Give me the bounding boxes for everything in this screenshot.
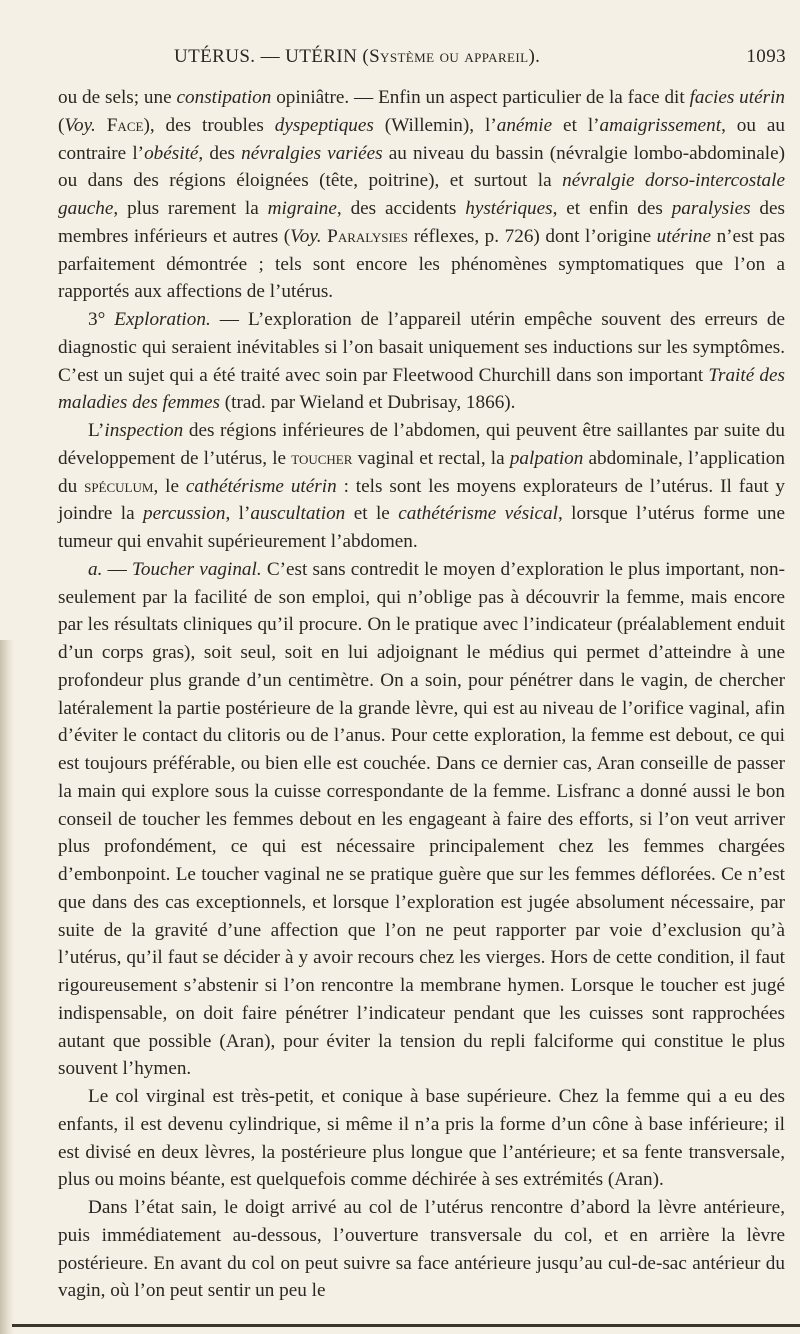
italic-text: Exploration. (114, 309, 211, 330)
paragraph-p3 (58, 417, 785, 556)
text-run: (Willemin), l’ (373, 114, 497, 136)
italic-text: hystériques (465, 198, 553, 219)
paragraph-p5 (58, 1083, 785, 1194)
text-run: , l’ (225, 503, 251, 525)
italic-text: auscultation (250, 503, 346, 525)
text-run: et l’ (552, 114, 600, 136)
text-run: L’ (88, 420, 105, 441)
running-title: UTÉRUS. — UTÉRIN (Système ou appareil). (174, 46, 541, 67)
text-run: , et enfin des (552, 198, 672, 219)
italic-text: dyspeptiques (274, 114, 374, 136)
italic-text: facies utérin (689, 87, 785, 108)
text-run: ou de sels; une (58, 87, 177, 108)
text-run: , le (153, 475, 186, 497)
text-run: réflexes, p. 726) dont l’origine (408, 225, 657, 247)
italic-text: obésité (144, 142, 199, 164)
paragraph-p4 (58, 556, 785, 1083)
text-run: des régions inférieures de l’abdomen, qui peuvent être saillantes par suite du développement de l’utérus, le (58, 420, 785, 469)
italic-text: cathétérisme utérin (185, 475, 337, 497)
smallcaps-text: spéculum (84, 475, 154, 497)
smallcaps-text: toucher (291, 447, 353, 469)
italic-text: palpation (509, 447, 584, 469)
text-run: au niveau du bassin (névralgie lombo-abdominale) ou dans des régions éloignées (tête, poitrine), et surtout la (58, 142, 786, 192)
italic-text: inspection (104, 420, 184, 441)
text-run: Dans l’état sain, le doigt arrivé au col de l’utérus rencontre d’abord la lèvre antérieure, puis immédiatement au-dessous, l’ouverture transversale du col, et en arrière la lèvre postérieure. En avant du col on peut suivre sa face antérieure jusqu’au cul-de-sac antérieur du vagin, où l’on peut sentir un peu le (58, 1197, 785, 1302)
paragraph-p6 (58, 1194, 785, 1305)
text-run: n’est pas parfaitement démontrée ; tels sont encore les phénomènes symptomatiques que l’on a rapportés aux affections de l’utérus. (58, 225, 786, 303)
italic-text: Voy. (290, 225, 322, 247)
text-run: — (102, 558, 132, 580)
text-run: — L’exploration de l’appareil utérin empêche souvent des erreurs de diagnostic qui seraient inévitables si l’on basait uniquement ses inductions sur les symptômes. C’est un sujet qui a été traité avec soin par Fleetwood Churchill dans son important (58, 309, 785, 386)
italic-text: anémie (496, 114, 553, 136)
body-text (58, 84, 785, 1305)
italic-text: Toucher vaginal. (131, 558, 262, 580)
text-run: C’est sans contredit le moyen d’exploration le plus important, non-seulement par la facilité de son emploi, qui n’oblige pas à découvrir la femme, mais encore par les résultats cliniques qu’il procure. On le pratique avec l’indicateur (préalablement enduit d’un corps gras), soit seul, soit en lui adjoignant le médius qui permet d’atteindre à une profondeur plus grande d’un centimètre. On a soin, pour pénétrer dans le vagin, de chercher latéralement la partie postérieure de la grande lèvre, qui est au niveau de l’orifice vaginal, afin d’éviter le contact du clitoris ou de l’anus. Pour cette exploration, la femme est debout, ce qui est toujours préférable, ou bien elle est couchée. Dans ce dernier cas, Aran conseille de passer la main qui explore sous la cuisse correspondante de la femme. Lisfranc a donné aussi le bon conseil de toucher les femmes debout en les engageant à faire des efforts, si l’on veut arriver plus profondément, ce qui est nécessaire principalement chez les femmes chargées d’embonpoint. Le toucher vaginal ne se pratique guère que sur les femmes déflorées. Ce n’est que dans des cas exceptionnels, et lorsque l’exploration est jugée absolument nécessaire, par suite de la gravité d’une affection que l’on ne peut rapporter par voie d’exclusion qu’à l’utérus, qu’il faut se décider à y avoir recours chez les vierges. Hors de cette condition, il faut rigoureusement s’abstenir si l’on rencontre la membrane hymen. Lorsque le toucher est jugé indispensable, on doit faire pénétrer l’indicateur pendant que les cuisses sont rapprochées autant que possible (Aran), pour éviter la tension du repli falciforme qui constitue le plus souvent l’hymen. (58, 558, 785, 1080)
italic-text: Voy. (64, 114, 96, 136)
text-run: vaginal et rectal, la (352, 447, 510, 469)
text-run: : tels sont les moyens explorateurs de l’utérus. Il faut y joindre la (58, 475, 786, 525)
paragraph-p2 (58, 306, 785, 417)
text-run: et le (345, 503, 399, 525)
text-run: des membres inférieurs et autres ( (58, 198, 786, 247)
text-run: opiniâtre. — Enfin un aspect particulier de la face dit (271, 87, 690, 108)
text-run: , des accidents (336, 198, 466, 219)
text-run: abdominale, l’application du (58, 447, 785, 497)
italic-text: percussion (143, 503, 226, 525)
text-run: , ou au contraire l’ (58, 114, 785, 164)
text-run (96, 115, 107, 136)
text-run: (trad. par Wieland et Dubrisay, 1866). (220, 392, 516, 414)
italic-text: paralysies (671, 198, 751, 219)
text-run: , lorsque l’utérus forme une tumeur qui envahit supérieurement l’abdomen. (58, 503, 785, 552)
running-head (174, 46, 786, 76)
text-run: 3° (88, 309, 115, 330)
italic-text: migraine (267, 198, 337, 219)
text-run: Le col virginal est très-petit, et conique à base supérieure. Chez la femme qui a eu des enfants, il est devenu cylindrique, si même il n’a pris la forme d’un cône à base inférieure; il est divisé en deux lèvres, la postérieure plus longue que l’antérieure; et sa fente transversale, plus ou moins béante, est quelquefois comme déchirée à ses extrémités (Aran). (58, 1086, 785, 1191)
italic-text: constipation (176, 87, 272, 108)
smallcaps-text: Face (106, 114, 144, 136)
italic-text: névralgies variées (241, 142, 383, 164)
bottom-rule (12, 1324, 800, 1327)
italic-text: utérine (656, 225, 712, 247)
paragraph-p1 (58, 84, 785, 306)
text-run: , des (198, 142, 242, 164)
scan-edge-shadow (0, 640, 14, 1334)
text-run: ( (58, 114, 65, 136)
italic-text: a. (88, 558, 103, 580)
italic-text: névralgie dorso-intercostale gauche (58, 170, 785, 219)
text-run: , plus rarement la (113, 198, 268, 219)
smallcaps-text: Paralysies (327, 225, 409, 247)
italic-text: amaigrissement (599, 114, 722, 136)
page-number: 1093 (746, 46, 786, 67)
text-run: ), des troubles (143, 114, 275, 136)
italic-text: Traité des maladies des femmes (58, 364, 785, 414)
italic-text: cathétérisme vésical (398, 503, 558, 525)
